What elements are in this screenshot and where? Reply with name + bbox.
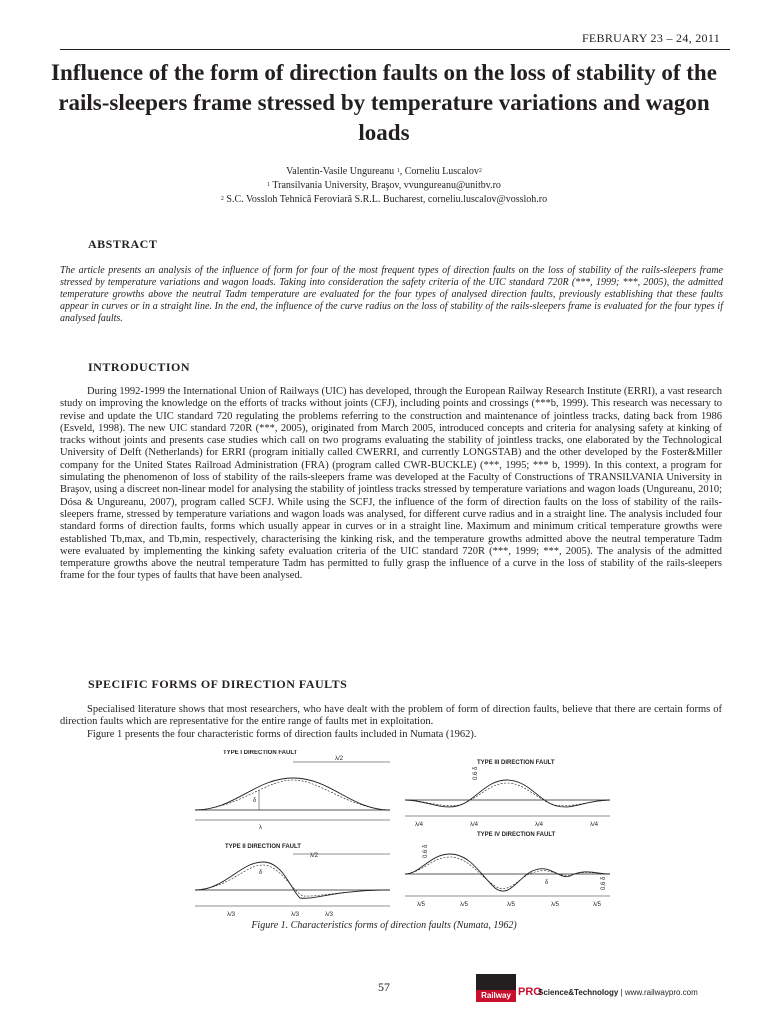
introduction-heading: INTRODUCTION: [88, 360, 191, 374]
abstract-heading: ABSTRACT: [88, 237, 158, 251]
paper-title: Influence of the form of direction faults on the loss of stability of the rails-sleepers frame stressed by temperature variations and wagon loads: [51, 60, 717, 145]
specific-forms-heading: SPECIFIC FORMS OF DIRECTION FAULTS: [88, 677, 348, 691]
specific-paragraph-2: Figure 1 presents the four characteristic forms of direction faults included in Numata (1962).: [87, 728, 477, 740]
type-4-lambda-fifth-3: λ/5: [507, 902, 516, 908]
type-2-lambda-third-1: λ/3: [227, 912, 236, 918]
type-2-lambda-third-3: λ/3: [325, 912, 334, 918]
type-2-lambda-third-2: λ/3: [291, 912, 300, 918]
type-2-label: TYPE II DIRECTION FAULT: [225, 844, 301, 850]
affiliation-2: $^2$ S.C. Vossloh Tehnică Feroviară S.R.L. Bucharest, corneliu.luscalov@vossloh.ro: [220, 194, 548, 205]
type-2-lambda-half: λ/2: [310, 853, 319, 859]
type-3-label: TYPE III DIRECTION FAULT: [477, 760, 555, 766]
specific-paragraph-1: Specialised literature shows that most researchers, who have dealt with the problem of form of direction faults, believe that there are certain forms of direction faults which are representative for the entire range of faults met in exploitation.: [60, 704, 722, 728]
type-4-diagram: [405, 832, 610, 908]
type-4-lambda-fifth-1: λ/5: [417, 902, 426, 908]
type-3-delta-06: 0.6 δ: [473, 766, 479, 780]
type-1-delta: δ: [253, 798, 257, 804]
type-3-diagram: [405, 760, 610, 828]
introduction-paragraph: During 1992-1999 the International Union of Railways (UIC) has developed, through the European Railway Research Institute (ERRI), a vast research study on improving the knowledge on the efforts of tracks without joints (CFJ), including points and crossings (***b, 1999). This research was necessary to revise and update the UIC standard 720 regulating the problems referring to the construction and maintenance of jointless tracks, dating back from 1986 (Esveld, 1998). The new UIC standard 720R (***, 2005), originated from March 2005, introduced concepts and criteria for analysing safety at kinking of tracks without joints and presents case studies which call on two programs evaluating the stability of jointless tracks, one elaborated by the Technological University of Delft (Netherlands) for ERRI (program initially called CWERRI, and currently LONGSTAB) and the other developed by the Foster&Miller company for the United States Railroad Administration (FRA) (program called CWR-BUCKLE) (***, 1995; *** b, 1999). In this context, a program for simulating the phenomenon of loss of stability of the rails-sleepers frame was developed at the Faculty of Constructions of TRANSILVANIA University in Braşov, using a discreet non-linear model for analysing the stability of jointless tracks stressed by temperature variations and wagon loads (Ungureanu, 2010; Dósa & Ungureanu, 2007), program called SCFJ. While using the SCFJ, the influence of the form of direction faults on the loss of stability of the rails-sleepers frame, stressed by temperature variations and wagon loads was analysed, for different curve radius and in a straight line. The analysis included four standard forms of direction faults, forms which usually appear in curves or in a straight line. Maximum and minimum critical temperature growths were established Tb,max, and Tb,min, respectively, characterising the kinking risk, and the temperature growths admitted above the neutral temperature Tadm were evaluated by implementing the kinking safety evaluation criteria of the UIC standard 720R (***, 1999; ***, 2005). The analysis of the admitted temperature growths above the neutral temperature Tadm has permitted to fully grasp the influence of a curve in the loss of stability of the rails-sleepers frame for the four types of faults that have been analysed.: [60, 386, 722, 582]
author-names: Valentin-Vasile Ungureanu $^1$, Corneliu Luscalov$^2$: [286, 166, 482, 177]
railway-pro-logo: [476, 974, 516, 1002]
type-2-diagram: [195, 844, 390, 918]
specific-forms-text: [60, 704, 722, 741]
authors-block: [60, 165, 708, 207]
footer-url[interactable]: www.railwaypro.com: [624, 988, 698, 997]
type-2-delta: δ: [259, 870, 263, 876]
logo-text: Railway: [476, 990, 516, 1002]
header-rule: [60, 49, 730, 50]
footer-separator: |: [618, 988, 625, 997]
type-3-lambda-quarter-1: λ/4: [415, 822, 424, 828]
type-3-lambda-quarter-2: λ/4: [470, 822, 479, 828]
logo-pro: PRO: [518, 986, 542, 998]
type-4-label: TYPE IV DIRECTION FAULT: [477, 832, 556, 838]
type-4-lambda-fifth-4: λ/5: [551, 902, 560, 908]
footer-section: Science&Technology: [538, 988, 619, 997]
type-4-delta-06-left: 0.6 δ: [423, 844, 429, 858]
header-date: FEBRUARY 23 – 24, 2011: [581, 31, 720, 45]
page-number: 57: [378, 980, 390, 994]
direction-faults-figure: [195, 750, 621, 920]
footer-credit: [538, 988, 698, 997]
type-4-lambda-fifth-5: λ/5: [593, 902, 602, 908]
type-1-lambda-half: λ/2: [335, 756, 344, 762]
type-1-lambda: λ: [259, 825, 262, 831]
figure-caption: Figure 1. Characteristics forms of direction faults (Numata, 1962): [251, 920, 517, 931]
type-4-lambda-fifth-2: λ/5: [460, 902, 469, 908]
type-1-label: TYPE I DIRECTION FAULT: [223, 750, 298, 756]
type-1-diagram: [195, 750, 390, 831]
introduction-text: [60, 386, 722, 583]
affiliation-1: $^1$ Transilvania University, Braşov, vvungureanu@unitbv.ro: [267, 180, 501, 191]
type-3-lambda-quarter-3: λ/4: [535, 822, 544, 828]
type-4-delta: δ: [545, 880, 549, 886]
abstract-text: The article presents an analysis of the influence of form for four of the most frequent types of direction faults on the loss of stability of the rails-sleepers frame stressed by temperature variations and wagon loads. Taking into consideration the safety criteria of the UIC standard 720R (***, 1999; ***, 2005), the admitted temperature growths above the neutral Tadm temperature are evaluated for the four types of analysed direction faults, previously establishing that these faults appear in curves or in a straight line. In the end, the influence of the curve radius on the loss of stability of the rails-sleepers frame is evaluated for the four types if analysed faults.: [60, 265, 723, 324]
type-3-lambda-quarter-4: λ/4: [590, 822, 599, 828]
type-4-delta-06-right: 0.6 δ: [601, 876, 607, 890]
